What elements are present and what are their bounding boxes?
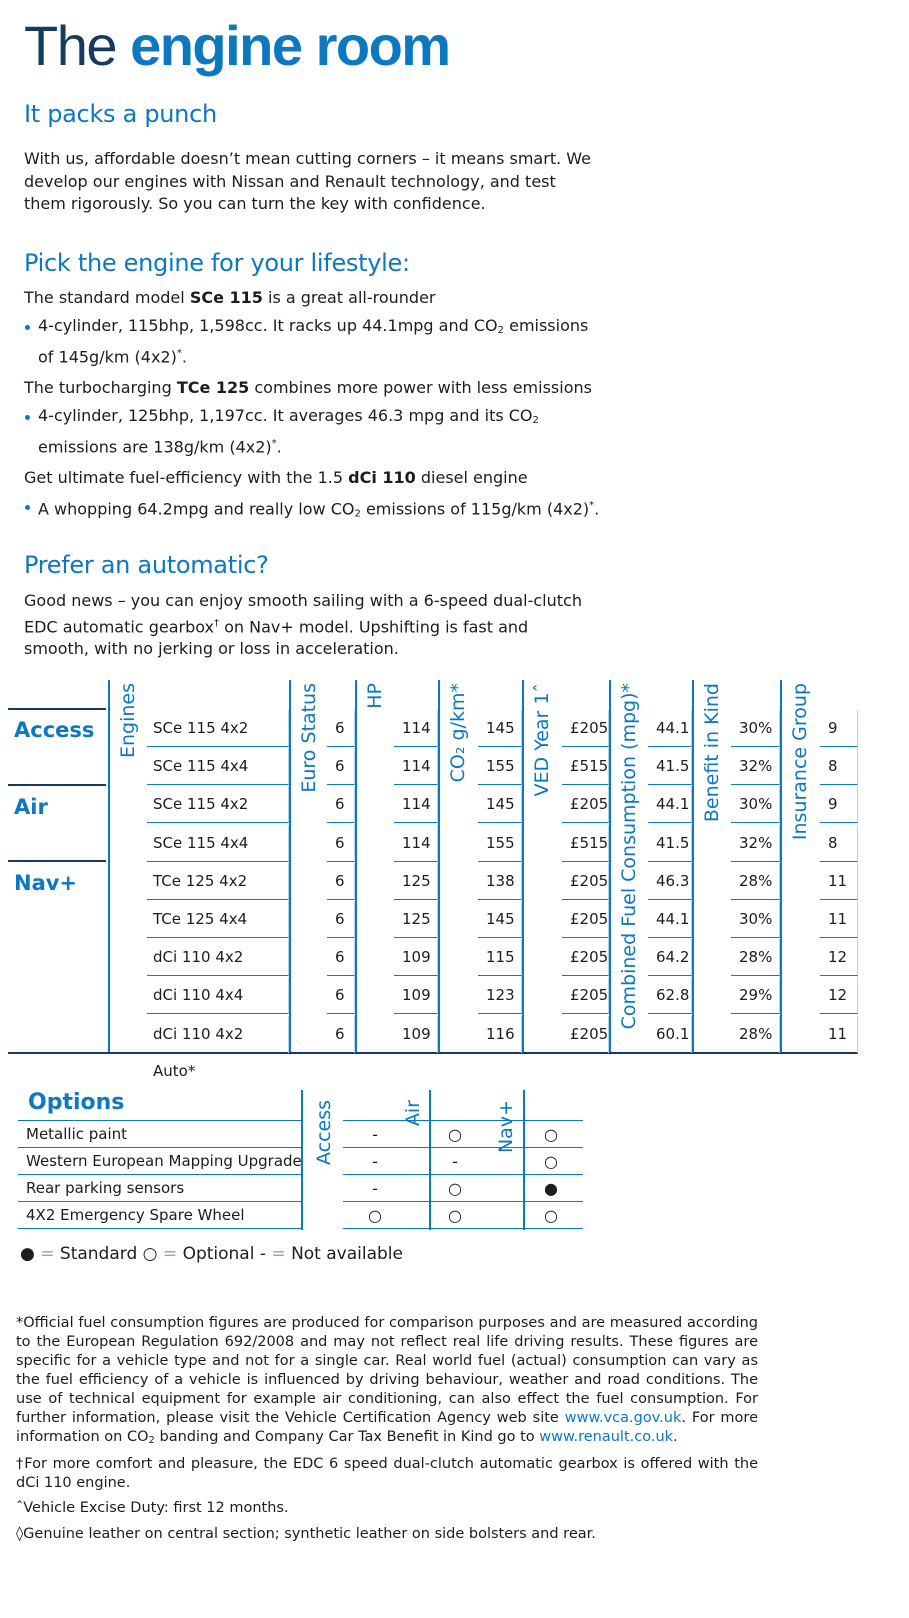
option-label: Rear parking sensors bbox=[26, 1179, 185, 1197]
engine-cell: SCe 115 4x4 bbox=[147, 825, 289, 862]
options-row bbox=[18, 1148, 583, 1175]
group-line bbox=[8, 784, 106, 786]
renault-link[interactable]: www.renault.co.uk bbox=[539, 1429, 674, 1445]
value-cell: £205 bbox=[562, 863, 609, 900]
col-line bbox=[692, 680, 694, 1054]
value-cell: 46.3 bbox=[648, 863, 692, 900]
value-cell: 145 bbox=[478, 901, 522, 938]
value-cell: 6 bbox=[327, 939, 355, 976]
value-cell: £515 bbox=[562, 825, 609, 862]
value-cell: 30% bbox=[731, 901, 780, 938]
group-line bbox=[8, 860, 106, 862]
value-cell: 62.8 bbox=[648, 977, 692, 1014]
value-cell: £205 bbox=[562, 710, 609, 747]
automatic-text: Good news – you can enjoy smooth sailing with a 6-speed dual-clutch EDC automatic gearbox† on Nav+ model. Upshifting is fast and smooth, with no jerking or loss in acceleration. bbox=[24, 591, 582, 659]
value-cell: 11 bbox=[820, 863, 858, 900]
option-label: Metallic paint bbox=[26, 1125, 128, 1143]
value-cell: 155 bbox=[478, 825, 522, 862]
value-cell: 28% bbox=[731, 939, 780, 976]
col-line bbox=[780, 680, 782, 1054]
col-line bbox=[108, 680, 110, 1054]
value-cell: 138 bbox=[478, 863, 522, 900]
value-cell: 114 bbox=[394, 748, 438, 785]
value-cell: 6 bbox=[327, 710, 355, 747]
options-row bbox=[18, 1175, 583, 1202]
standard-icon: ● bbox=[544, 1179, 558, 1198]
engine-dci-bullet: A whopping 64.2mpg and really low $CO_2$ emissions of 115g/km (4x2)*. bbox=[24, 495, 608, 526]
col-header-euro-status: Euro Status bbox=[298, 683, 320, 793]
col-line bbox=[522, 680, 524, 1054]
optional-icon: ○ bbox=[448, 1179, 462, 1198]
page-title: The engine room bbox=[24, 14, 450, 77]
model-air: Air bbox=[14, 795, 48, 819]
optional-icon: ○ bbox=[544, 1125, 558, 1144]
value-cell: 64.2 bbox=[648, 939, 692, 976]
col-line bbox=[438, 680, 440, 1054]
footnote-ved: ˆVehicle Excise Duty: first 12 months. bbox=[16, 1500, 289, 1516]
value-cell: 6 bbox=[327, 901, 355, 938]
not-available-mark: - bbox=[372, 1125, 378, 1144]
value-cell: 28% bbox=[731, 863, 780, 900]
engine-cell: dCi 110 4x4 bbox=[147, 977, 289, 1014]
value-cell: 44.1 bbox=[648, 710, 692, 747]
value-cell: 114 bbox=[394, 825, 438, 862]
engine-cell: dCi 110 4x2 bbox=[147, 939, 289, 976]
value-cell: £515 bbox=[562, 748, 609, 785]
footnote-gearbox: †For more comfort and pleasure, the EDC 6 speed dual-clutch automatic gearbox is offered with the dCi 110 engine. bbox=[16, 1456, 758, 1491]
value-cell: £205 bbox=[562, 977, 609, 1014]
value-cell: 32% bbox=[731, 748, 780, 785]
value-cell: 109 bbox=[394, 1016, 438, 1053]
automatic-heading: Prefer an automatic? bbox=[24, 551, 269, 579]
engine-cell: dCi 110 4x2 Auto* bbox=[147, 1016, 289, 1053]
col-line bbox=[289, 680, 291, 1054]
value-cell: 44.1 bbox=[648, 786, 692, 823]
value-cell: 116 bbox=[478, 1016, 522, 1053]
value-cell: 145 bbox=[478, 710, 522, 747]
group-line bbox=[8, 708, 106, 710]
options-heading: Options bbox=[28, 1090, 125, 1115]
engine-tce-bullet: 4-cylinder, 125bhp, 1,197cc. It averages 46.3 mpg and its $CO_2$ emissions are 138g/km (4x2)*. bbox=[24, 405, 608, 458]
opt-col-nav: Nav+ bbox=[495, 1100, 517, 1154]
value-cell: 109 bbox=[394, 977, 438, 1014]
value-cell: 60.1 bbox=[648, 1016, 692, 1053]
engine-cell: TCe 125 4x2 bbox=[147, 863, 289, 900]
value-cell: £205 bbox=[562, 939, 609, 976]
optional-icon: ○ bbox=[142, 1244, 158, 1264]
value-cell: £205 bbox=[562, 901, 609, 938]
not-available-mark: - bbox=[372, 1152, 378, 1171]
engine-tce-intro: The turbocharging TCe 125 combines more power with less emissions bbox=[24, 378, 592, 397]
value-cell: 114 bbox=[394, 786, 438, 823]
value-cell: 30% bbox=[731, 710, 780, 747]
value-cell: 125 bbox=[394, 863, 438, 900]
model-access: Access bbox=[14, 718, 95, 742]
optional-icon: ○ bbox=[448, 1206, 462, 1225]
optional-icon: ○ bbox=[544, 1152, 558, 1171]
value-cell: 32% bbox=[731, 825, 780, 862]
options-table bbox=[18, 1090, 583, 1230]
engine-dci-intro: Get ultimate fuel-efficiency with the 1.5 dCi 110 diesel engine bbox=[24, 468, 528, 487]
engine-cell: SCe 115 4x2 bbox=[147, 710, 289, 747]
col-header-ved: VED Year 1ˆ bbox=[531, 683, 553, 797]
footnote-fuel: *Official fuel consumption figures are produced for comparison purposes and are measured according to the European Regulation 692/2008 and may not reflect real life driving results. These figures are specific for a vehicle type and not for a single car. Real world fuel (actual) consumption can vary as the fuel efficiency of a vehicle is influenced by driving behaviour, weather and road conditions. The use of technical equipment for example air conditioning, can also effect the fuel consumption. For further information, please visit the Vehicle Certification Agency web site www.vca.gov.uk. For more information on $CO_2$ banding and Company Car Tax Benefit in Kind go to www.renault.co.uk. bbox=[16, 1315, 758, 1446]
value-cell: £205 bbox=[562, 786, 609, 823]
value-cell: 6 bbox=[327, 977, 355, 1014]
options-legend: ● = Standard ○ = Optional - = Not available bbox=[20, 1244, 403, 1264]
engine-cell: SCe 115 4x2 bbox=[147, 786, 289, 823]
value-cell: 155 bbox=[478, 748, 522, 785]
value-cell: 6 bbox=[327, 748, 355, 785]
value-cell: 123 bbox=[478, 977, 522, 1014]
punch-text: With us, affordable doesn’t mean cutting corners – it means smart. We develop our engines with Nissan and Renault technology, and test them rigorously. So you can turn the key with confidence. bbox=[24, 149, 591, 213]
col-header-fuel: Combined Fuel Consumption (mpg)* bbox=[618, 683, 640, 1030]
option-label: Western European Mapping Upgrade bbox=[26, 1152, 302, 1170]
col-header-bik: Benefit in Kind bbox=[701, 683, 723, 823]
value-cell: 6 bbox=[327, 863, 355, 900]
not-available-mark: - bbox=[452, 1152, 458, 1171]
value-cell: 44.1 bbox=[648, 901, 692, 938]
col-header-hp: HP bbox=[364, 683, 386, 709]
value-cell: 9 bbox=[820, 786, 858, 823]
optional-icon: ○ bbox=[448, 1125, 462, 1144]
value-cell: 114 bbox=[394, 710, 438, 747]
optional-icon: ○ bbox=[368, 1206, 382, 1225]
value-cell: 145 bbox=[478, 786, 522, 823]
col-line bbox=[609, 680, 611, 1054]
col-header-co2: CO₂ g/km* bbox=[447, 683, 469, 783]
value-cell: 109 bbox=[394, 939, 438, 976]
value-cell: 6 bbox=[327, 1016, 355, 1053]
value-cell: 125 bbox=[394, 901, 438, 938]
value-cell: 29% bbox=[731, 977, 780, 1014]
vca-link[interactable]: www.vca.gov.uk bbox=[564, 1410, 682, 1426]
opt-col-air: Air bbox=[402, 1100, 424, 1127]
options-row bbox=[18, 1121, 583, 1148]
optional-icon: ○ bbox=[544, 1206, 558, 1225]
value-cell: 9 bbox=[820, 710, 858, 747]
value-cell: 41.5 bbox=[648, 748, 692, 785]
value-cell: 8 bbox=[820, 825, 858, 862]
value-cell: £205 bbox=[562, 1016, 609, 1053]
model-nav: Nav+ bbox=[14, 871, 78, 895]
col-header-insurance: Insurance Group bbox=[789, 683, 811, 841]
engine-cell: TCe 125 4x4 bbox=[147, 901, 289, 938]
value-cell: 6 bbox=[327, 786, 355, 823]
value-cell: 11 bbox=[820, 901, 858, 938]
col-header-engines: Engines bbox=[117, 683, 139, 759]
engine-sce-bullet: 4-cylinder, 115bhp, 1,598cc. It racks up 44.1mpg and $CO_2$ emissions of 145g/km (4x2)*. bbox=[24, 315, 608, 368]
option-label: 4X2 Emergency Spare Wheel bbox=[26, 1206, 245, 1224]
value-cell: 115 bbox=[478, 939, 522, 976]
engine-sce-intro: The standard model SCe 115 is a great all-rounder bbox=[24, 288, 436, 307]
value-cell: 6 bbox=[327, 825, 355, 862]
value-cell: 30% bbox=[731, 786, 780, 823]
value-cell: 41.5 bbox=[648, 825, 692, 862]
value-cell: 28% bbox=[731, 1016, 780, 1053]
standard-icon: ● bbox=[20, 1244, 35, 1264]
lifestyle-heading: Pick the engine for your lifestyle: bbox=[24, 249, 410, 277]
value-cell: 12 bbox=[820, 977, 858, 1014]
value-cell: 8 bbox=[820, 748, 858, 785]
engine-cell: SCe 115 4x4 bbox=[147, 748, 289, 785]
punch-heading: It packs a punch bbox=[24, 100, 217, 128]
opt-col-access: Access bbox=[313, 1100, 335, 1166]
value-cell: 12 bbox=[820, 939, 858, 976]
value-cell: 11 bbox=[820, 1016, 858, 1053]
not-available-mark: - bbox=[372, 1179, 378, 1198]
footnote-leather: ◊Genuine leather on central section; synthetic leather on side bolsters and rear. bbox=[16, 1526, 596, 1542]
col-line bbox=[355, 680, 357, 1054]
options-row bbox=[18, 1202, 583, 1229]
